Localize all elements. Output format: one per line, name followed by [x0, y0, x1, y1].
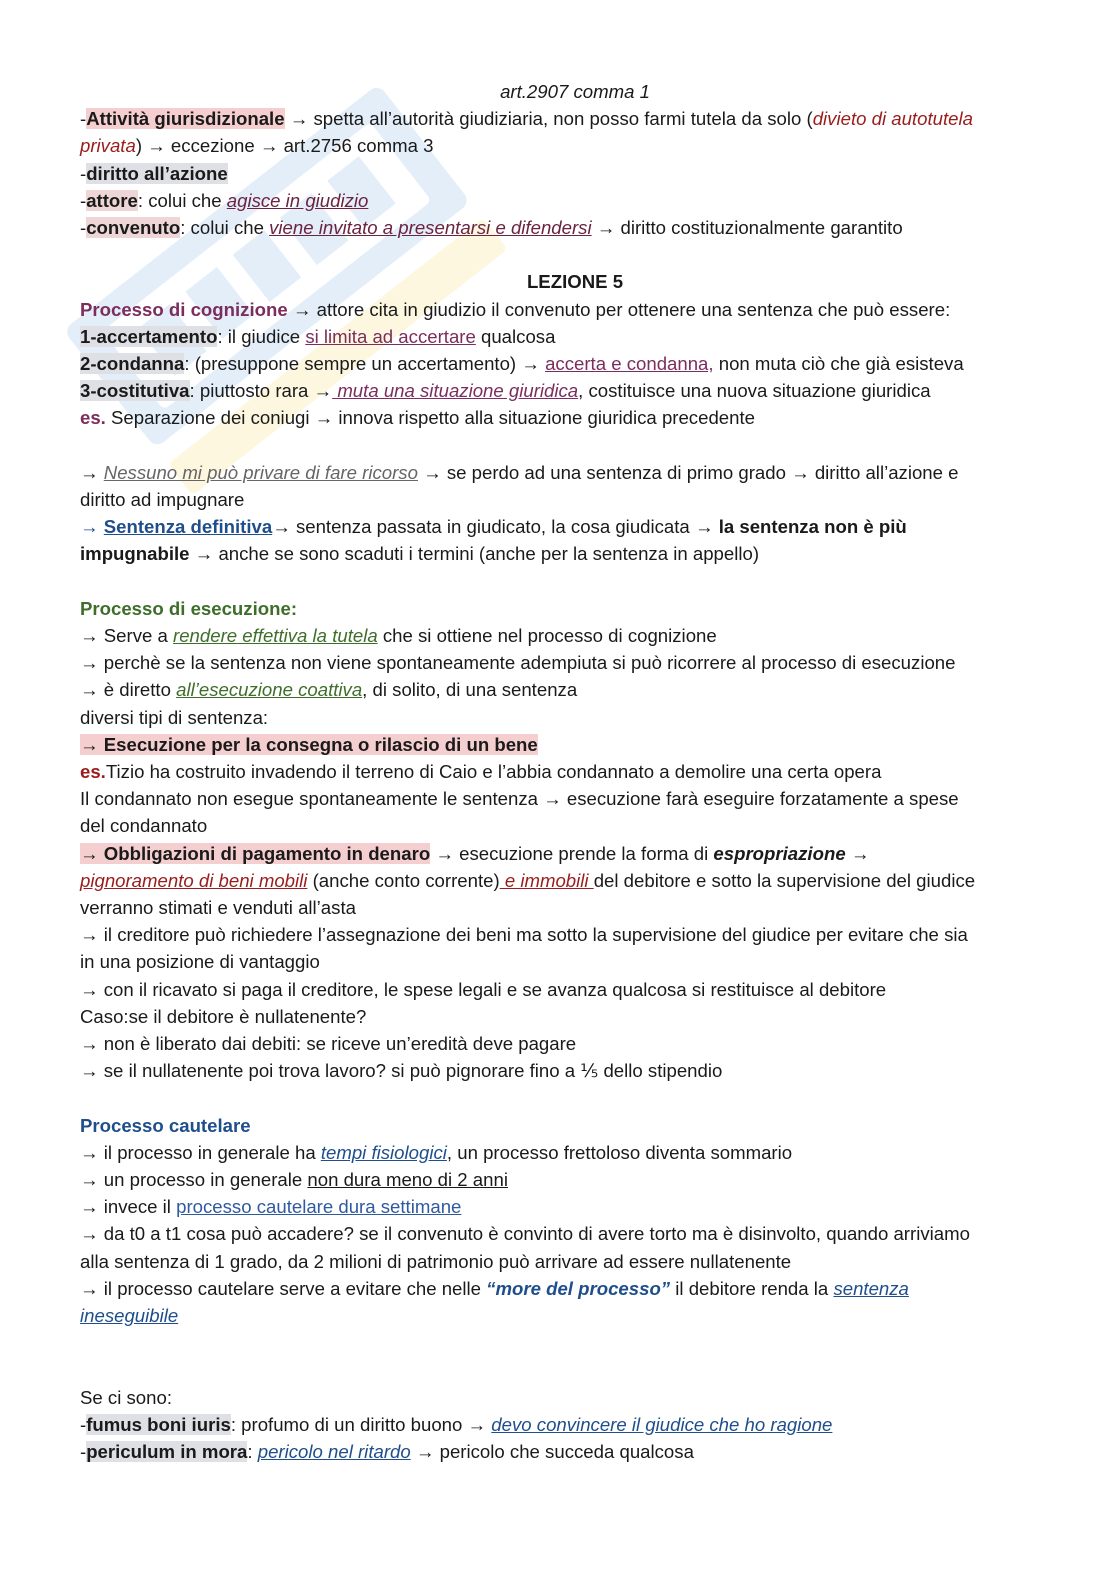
subheading-obbligazioni: → Obbligazioni di pagamento in denaro → esecuzione prende la forma di espropriazione → — [80, 842, 870, 864]
paragraph-line: pignoramento di beni mobili (anche conto corrente) e immobili del debitore e sotto la supervisione del giudice — [80, 869, 976, 891]
section-title-esecuzione: Processo di esecuzione: — [80, 597, 298, 619]
paragraph-line: → perchè se la sentenza non viene spontaneamente adempiuta si può ricorrere al processo di esecuzione — [80, 652, 956, 674]
paragraph-line: in una posizione di vantaggio — [80, 951, 320, 973]
document-body — [80, 78, 1070, 1465]
paragraph-line: → Serve a rendere effettiva la tutela che si ottiene nel processo di cognizione — [80, 625, 717, 647]
paragraph-line: verranno stimati e venduti all’asta — [80, 897, 356, 919]
paragraph-line: -convenuto: colui che viene invitato a presentarsi e difendersi → diritto costituzionalmente garantito — [80, 217, 903, 239]
term-sentenza-definitiva: Sentenza definitiva — [103, 516, 273, 538]
list-item: 1-accertamento: il giudice si limita ad accertare qualcosa — [80, 325, 556, 347]
paragraph-line: → il processo in generale ha tempi fisiologici, un processo frettoloso diventa sommario — [80, 1141, 793, 1163]
paragraph-line: alla sentenza di 1 grado, da 2 milioni di patrimonio può arrivare ad essere nullatenente — [80, 1250, 792, 1272]
paragraph-line: → se il nullatenente poi trova lavoro? si può pignorare fino a ⅕ dello stipendio — [80, 1060, 723, 1082]
paragraph-line: → è diretto all’esecuzione coattiva, di solito, di una sentenza — [80, 679, 578, 701]
paragraph-line: -diritto all’azione — [80, 162, 228, 184]
paragraph-line: -Attività giurisdizionale → spetta all’autorità giudiziaria, non posso farmi tutela da solo (divieto di autotutela — [80, 108, 973, 130]
paragraph-line: → Sentenza definitiva→ sentenza passata in giudicato, la cosa giudicata → la sentenza non è più — [80, 516, 907, 538]
paragraph-line: Processo di cognizione → attore cita in giudizio il convenuto per ottenere una sentenza che può essere: — [80, 298, 951, 320]
term-attore: attore — [86, 189, 138, 211]
paragraph-line: privata) → eccezione → art.2756 comma 3 — [80, 135, 434, 157]
example-line: es. Separazione dei coniugi → innova rispetto alla situazione giuridica precedente — [80, 407, 755, 429]
paragraph-line: → un processo in generale non dura meno di 2 anni — [80, 1169, 508, 1191]
paragraph-line: del condannato — [80, 815, 208, 837]
paragraph-line: → Nessuno mi può privare di fare ricorso → se perdo ad una sentenza di primo grado → diritto all’azione e — [80, 461, 959, 483]
paragraph-line: → il creditore può richiedere l’assegnazione dei beni ma sotto la supervisione del giudice per evitare che sia — [80, 924, 968, 946]
paragraph-line: impugnabile → anche se sono scaduti i termini (anche per la sentenza in appello) — [80, 543, 760, 565]
paragraph-line: diritto ad impugnare — [80, 489, 245, 511]
list-item: 3-costitutiva: piuttosto rara → muta una situazione giuridica, costituisce una nuova situazione giuridica — [80, 380, 931, 402]
paragraph-line: Il condannato non esegue spontaneamente le sentenza → esecuzione farà eseguire forzatamente a spese — [80, 788, 959, 810]
paragraph-line: → non è liberato dai debiti: se riceve un’eredità deve pagare — [80, 1033, 577, 1055]
term-convenuto: convenuto — [86, 217, 181, 239]
paragraph-line: Caso:se il debitore è nullatenente? — [80, 1005, 367, 1027]
subheading-consegna: → Esecuzione per la consegna o rilascio di un bene — [80, 733, 538, 755]
term-diritto-azione: diritto all’azione — [86, 162, 228, 184]
paragraph-line: → con il ricavato si paga il creditore, le spese legali e se avanza qualcosa si restituisce al debitore — [80, 978, 887, 1000]
term-attivita-giurisdizionale: Attività giurisdizionale — [86, 108, 285, 130]
example-line: es.Tizio ha costruito invadendo il terreno di Caio e l’abbia condannato a demolire una certa opera — [80, 761, 882, 783]
list-item: 2-condanna: (presuppone sempre un accertamento) → accerta e condanna, non muta ciò che già esisteva — [80, 353, 964, 375]
paragraph-line: -attore: colui che agisce in giudizio — [80, 189, 369, 211]
paragraph-line: diversi tipi di sentenza: — [80, 706, 269, 728]
paragraph-line: → il processo cautelare serve a evitare che nelle “more del processo” il debitore renda la sentenza — [80, 1277, 909, 1299]
requirement-item: -fumus boni iuris: profumo di un diritto buono → devo convincere il giudice che ho ragione — [80, 1413, 833, 1435]
section-title-cognizione: Processo di cognizione — [80, 298, 288, 320]
requirement-item: -periculum in mora: pericolo nel ritardo → pericolo che succeda qualcosa — [80, 1441, 694, 1463]
article-reference: art.2907 comma 1 — [500, 81, 650, 102]
paragraph-line: → da t0 a t1 cosa può accadere? se il convenuto è convinto di avere torto ma è disinvolto, quando arriviamo — [80, 1223, 970, 1245]
paragraph-line: Se ci sono: — [80, 1386, 172, 1408]
highlight-divieto-autotutela: divieto di autotutela — [812, 108, 973, 130]
paragraph-line: ineseguibile — [80, 1305, 179, 1327]
lezione-heading: LEZIONE 5 — [526, 271, 624, 293]
paragraph-line: → invece il processo cautelare dura settimane — [80, 1196, 462, 1218]
section-title-cautelare: Processo cautelare — [80, 1114, 251, 1136]
